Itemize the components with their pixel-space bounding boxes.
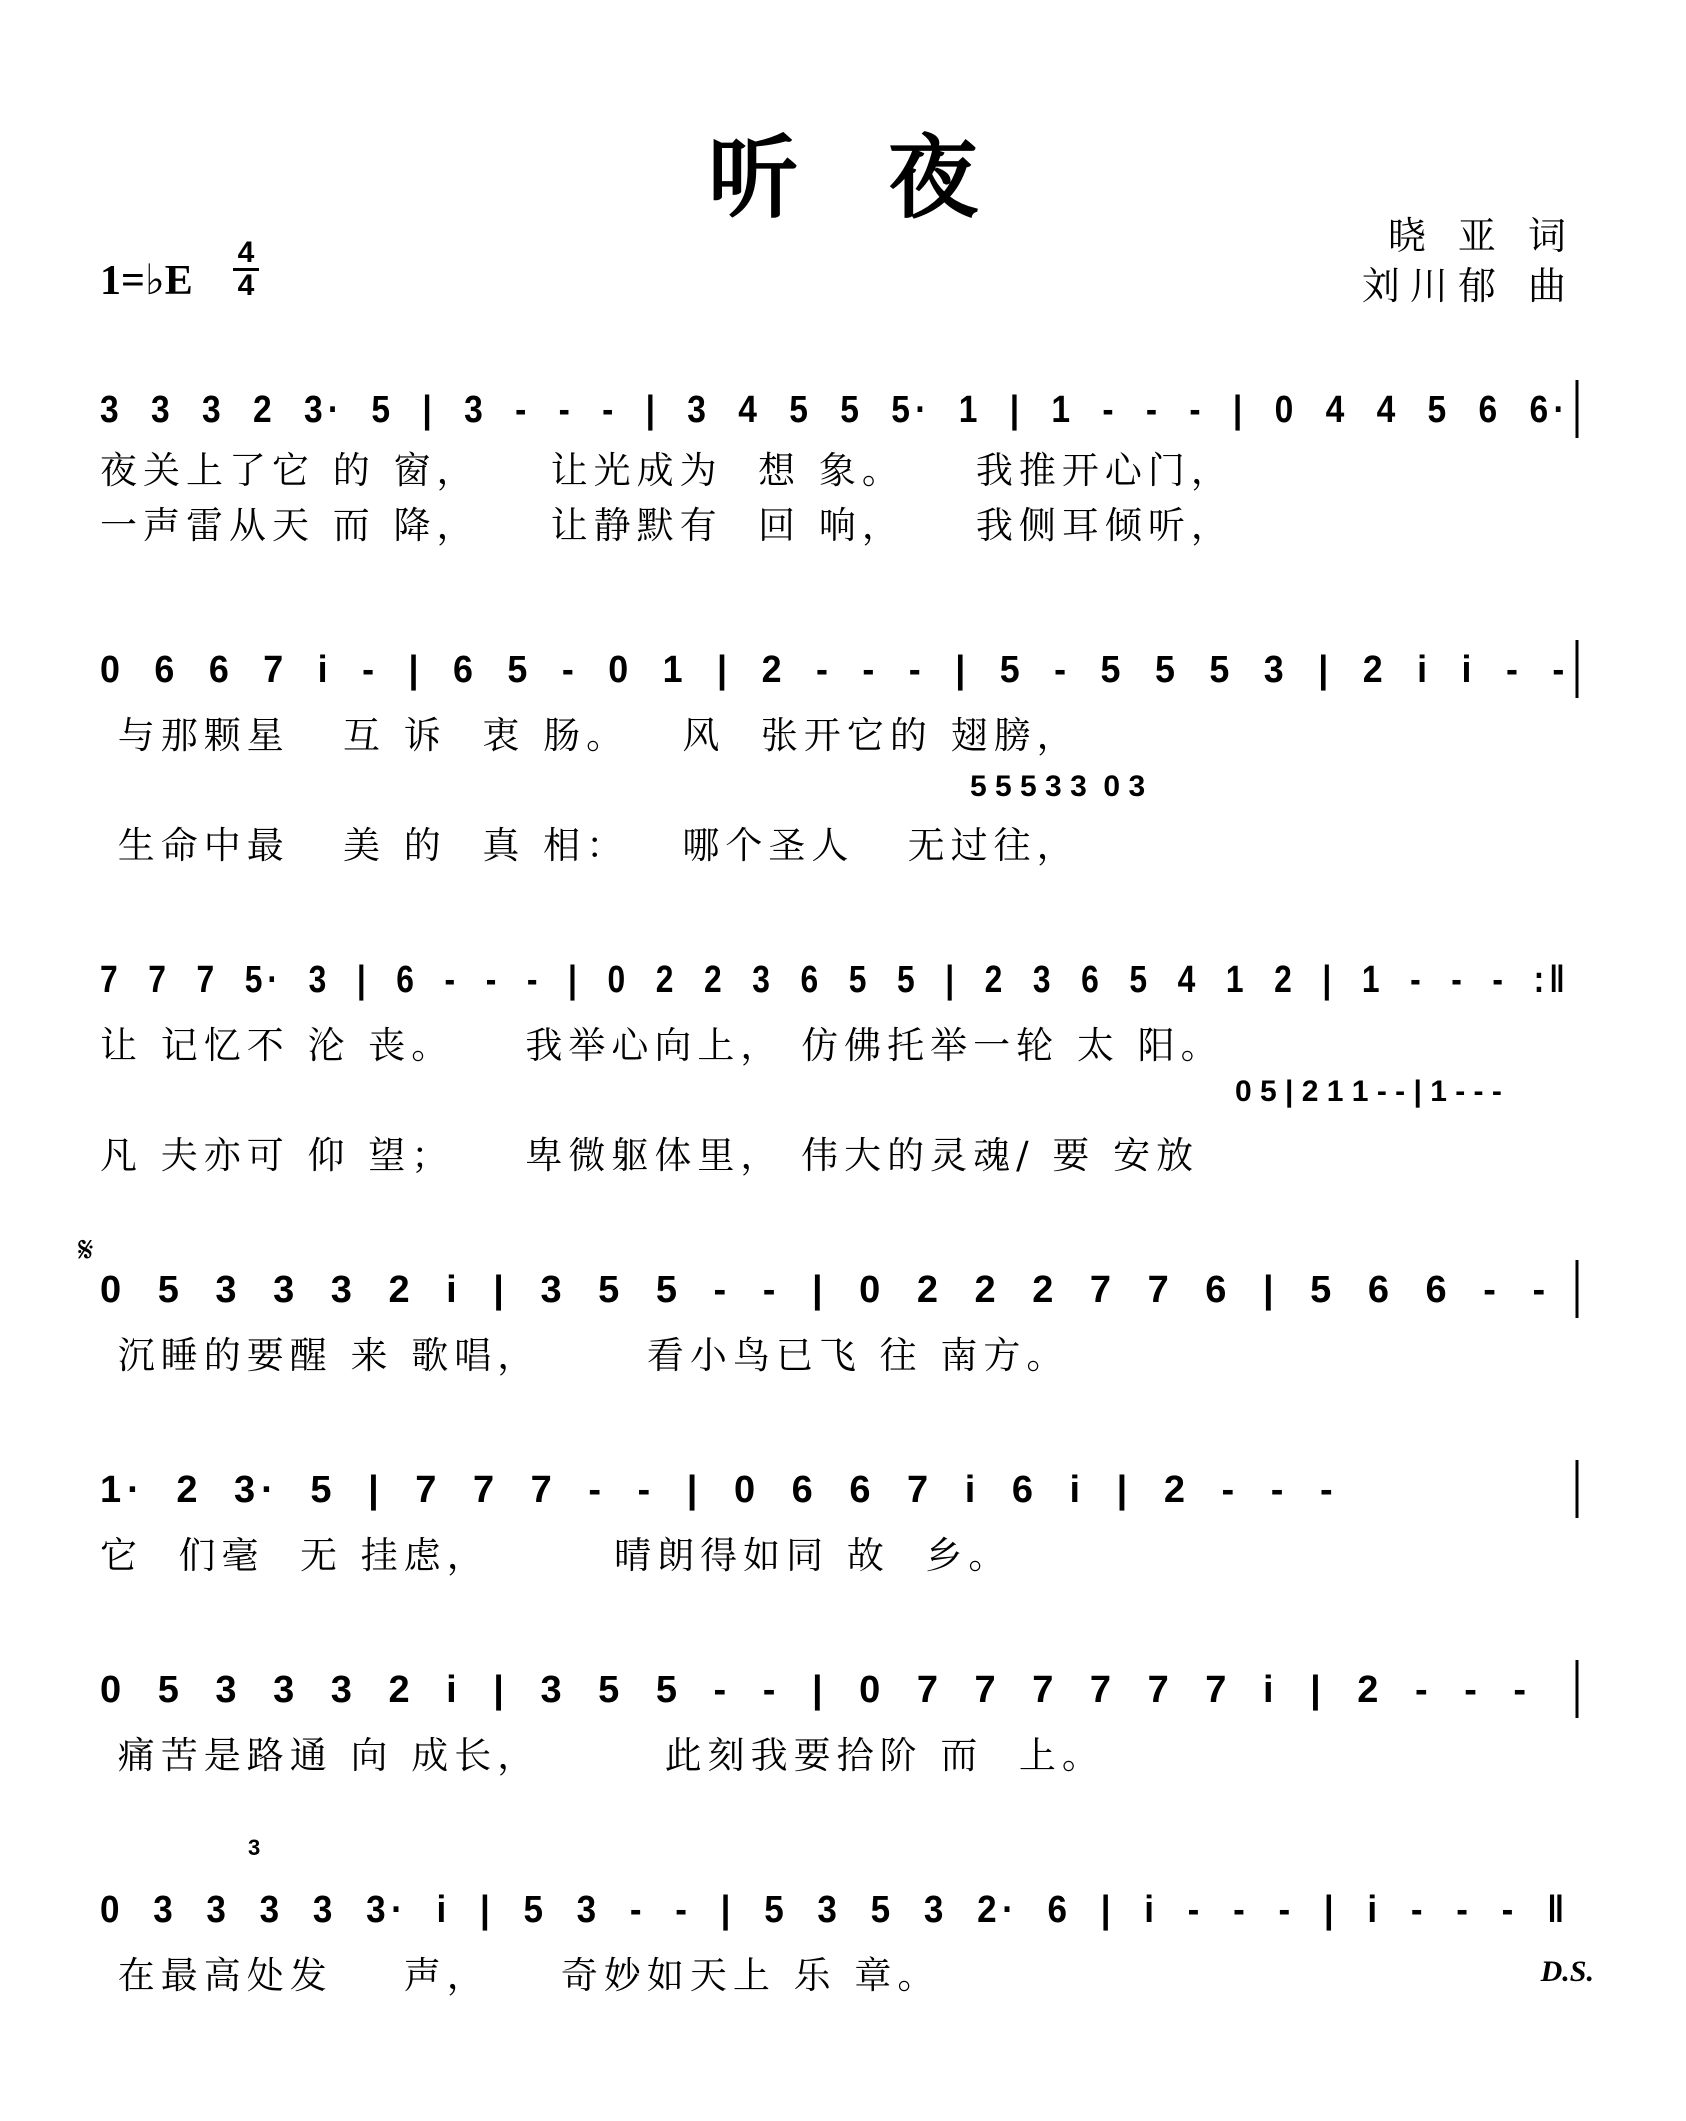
time-bottom: 4: [237, 269, 255, 302]
lyric-line-5: 它 们毫 无 挂虑， 晴朗得如同 故 乡。: [100, 1534, 1012, 1577]
notation-line-5: [0, 1450, 1686, 1530]
segno-sign: 𝄋: [78, 1230, 94, 1271]
lyric-line-1b: 一声雷从天 而 降， 让静默有 回 响， 我侧耳倾听，: [100, 504, 1234, 547]
notation-line-6: [0, 1650, 1686, 1730]
note-text: 0 5 3 3 3 2 i | 3 5 5 - - | 0 2 2 2 7 7 6 | 5 6 6 - -: [100, 1269, 1552, 1311]
note-text: 7 7 7 5· 3 | 6 - - - | 0 2 2 3 6 5 5 | 2 3 6 5 4 1 2 | 1 - - - :‖: [100, 959, 1570, 1001]
time-top: 4: [237, 236, 255, 269]
alt-notes-3: 0 5 | 2 1 1 - - | 1 - - -: [1235, 1075, 1502, 1108]
lyric-line-2a: 与那颗星 互 诉 衷 肠。 风 张开它的 翅膀，: [100, 714, 1080, 757]
lyric-line-6: 痛苦是路通 向 成长， 此刻我要拾阶 而 上。: [100, 1734, 1105, 1777]
notation-svg-2: [0, 630, 1686, 710]
lyric-line-2b: 生命中最 美 的 真 相： 哪个圣人 无过往，: [100, 824, 1080, 867]
note-text: 1· 2 3· 5 | 7 7 7 - - | 0 6 6 7 i 6 i | 2 - - -: [100, 1469, 1339, 1511]
notation-line-7: [0, 1870, 1686, 1950]
notation-svg-4: [0, 1250, 1686, 1330]
lyric-line-4: 沉睡的要醒 来 歌唱， 看小鸟已飞 往 南方。: [100, 1334, 1070, 1377]
notation-line-2: [0, 630, 1686, 710]
dal-segno: D.S.: [1540, 1955, 1594, 1988]
lyric-line-1a: 夜关上了它 的 窗， 让光成为 想 象。 我推开心门，: [100, 449, 1234, 492]
note-text: 3 3 3 2 3· 5 | 3 - - - | 3 4 5 5 5· 1 | 1 - - - | 0 4 4 5 6 6·: [100, 389, 1570, 431]
notation-svg-7: [0, 1870, 1686, 1950]
time-signature: [233, 238, 259, 301]
note-text: 0 3 3 3 3 3· i | 5 3 - - | 5 3 5 3 2· 6 | i - - - | i - - - ‖: [100, 1889, 1570, 1931]
note-text: 0 5 3 3 3 2 i | 3 5 5 - - | 0 7 7 7 7 7 7 i | 2 - - -: [100, 1669, 1533, 1711]
notation-svg-1: [0, 370, 1686, 450]
alt-notes-2: 5 5 5 3 3 0 3: [970, 770, 1146, 803]
lyric-line-3b: 凡 夫亦可 仰 望； 卑微躯体里， 伟大的灵魂/ 要 安放: [100, 1134, 1200, 1177]
lyricist-credit: 晓 亚 词: [1387, 214, 1576, 258]
notation-line-4: [0, 1250, 1686, 1330]
key-signature: 1=♭E: [100, 258, 193, 304]
lyric-line-3a: 让 记忆不 沦 丧。 我举心向上， 仿佛托举一轮 太 阳。: [100, 1024, 1224, 1067]
notation-svg-3: [0, 940, 1686, 1020]
notation-line-1: [0, 370, 1686, 450]
notation-svg-6: [0, 1650, 1686, 1730]
note-text: 0 6 6 7 i - | 6 5 - 0 1 | 2 - - - | 5 - 5 5 5 3 | 2 i i - -: [100, 649, 1570, 691]
song-title: 听夜: [708, 125, 1068, 231]
notation-line-3: [0, 940, 1686, 1020]
composer-credit: 刘川郁 曲: [1361, 264, 1576, 308]
triplet-mark: 3: [248, 1835, 261, 1860]
lyric-line-7: 在最高处发 声， 奇妙如天上 乐 章。: [100, 1954, 941, 1997]
notation-svg-5: [0, 1450, 1686, 1530]
